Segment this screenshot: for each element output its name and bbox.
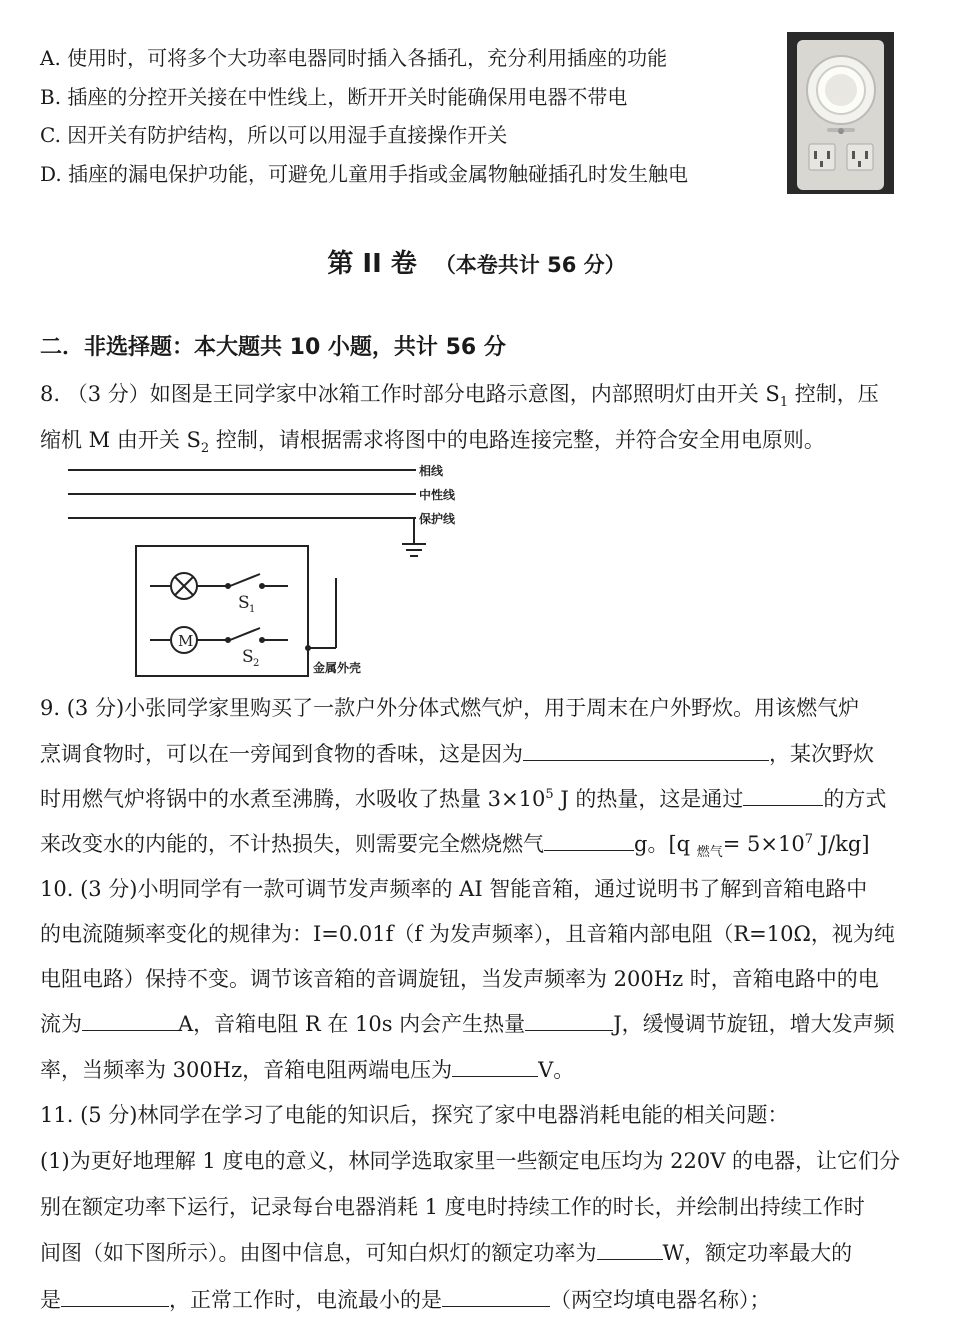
q9-line-3	[40, 783, 886, 813]
q9-text: J/kg]	[813, 832, 870, 856]
q9-sup: 5	[545, 787, 554, 802]
label-live: 相线	[419, 464, 444, 478]
label-shell: 金属外壳	[313, 661, 362, 675]
q11-line-1: 11. (5 分)林同学在学习了电能的知识后，探究了家中电器消耗电能的相关问题：	[40, 1103, 789, 1127]
q10-line-1: 10. (3 分)小明同学有一款可调节发声频率的 AI 智能音箱，通过说明书了解到音箱电路中	[40, 877, 868, 901]
q9-text: ，某次野炊	[769, 742, 874, 766]
label-s2-sub: 2	[253, 658, 260, 669]
q11-text: ，正常工作时，电流最小的是	[169, 1288, 442, 1312]
q8-line-2	[40, 424, 825, 456]
q10-text: J，缓慢调节旋钮，增大发声频	[613, 1012, 895, 1036]
switch-s2	[230, 628, 260, 640]
q9-line-2	[40, 738, 874, 768]
q9-sub: 燃气	[696, 845, 723, 861]
q9-text: 时用燃气炉将锅中的水煮至沸腾，水吸收了热量 3×10	[40, 787, 546, 811]
label-s1: S	[238, 593, 250, 613]
q9-text: g。[q	[634, 832, 697, 856]
fridge-box	[136, 546, 308, 676]
q11-text: （两空均填电器名称）；	[550, 1288, 771, 1312]
q11-line-3: 别在额定功率下运行，记录每台电器消耗 1 度电时持续工作的时长，并绘制出持续工作时	[40, 1195, 865, 1219]
q10-line-4	[40, 1008, 895, 1038]
volume-title-main: 第 II 卷	[327, 249, 417, 279]
q8-text: 控制，请根据需求将图中的电路连接完整，并符合安全用电原则。	[209, 428, 825, 452]
answer-blank[interactable]	[442, 1288, 550, 1307]
option-c: C. 因开关有防护结构，所以可以用湿手直接操作开关	[40, 123, 508, 147]
q9-text: 的方式	[823, 787, 887, 811]
q9-text: 烹调食物时，可以在一旁闻到食物的香味，这是因为	[40, 742, 523, 766]
label-neutral: 中性线	[419, 488, 456, 502]
volume-title	[0, 243, 953, 280]
answer-blank[interactable]	[743, 787, 823, 806]
q8-text: 8. （3 分）如图是王同学家中冰箱工作时部分电路示意图，内部照明灯由开关 S	[40, 382, 780, 406]
q8-sub: 1	[779, 395, 789, 411]
q9-text: = 5×10	[722, 832, 805, 856]
answer-blank[interactable]	[544, 832, 634, 851]
option-b: B. 插座的分控开关接在中性线上，断开开关时能确保用电器不带电	[40, 85, 628, 109]
q10-text: V。	[538, 1058, 575, 1082]
answer-blank[interactable]	[523, 742, 769, 761]
q9-sup: 7	[804, 832, 814, 847]
q11-text: W，额定功率最大的	[662, 1241, 853, 1265]
q9-line-4	[40, 828, 870, 860]
q11-line-2: (1)为更好地理解 1 度电的意义，林同学选取家里一些额定电压均为 220V 的电器，让它们分	[40, 1149, 901, 1173]
volume-title-note: （本卷共计 56 分）	[434, 253, 626, 277]
q9-line-1: 9. (3 分)小张同学家里购买了一款户外分体式燃气炉，用于周末在户外野炊。用该燃气炉	[40, 696, 860, 720]
q8-sub: 2	[200, 441, 210, 457]
q10-line-3: 电阻电路）保持不变。调节该音箱的音调旋钮，当发声频率为 200Hz 时，音箱电路中的电	[40, 967, 879, 991]
option-a: A. 使用时，可将多个大功率电器同时插入各插孔，充分利用插座的功能	[40, 46, 668, 70]
answer-blank[interactable]	[597, 1241, 663, 1260]
switch-s1	[230, 574, 260, 586]
q10-text: 流为	[40, 1012, 82, 1036]
q9-text: J 的热量，这是通过	[553, 787, 744, 811]
option-d: D. 插座的漏电保护功能，可避免儿童用手指或金属物触碰插孔时发生触电	[40, 162, 689, 186]
q10-text: A，音箱电阻 R 在 10s 内会产生热量	[178, 1012, 526, 1036]
socket-photo	[787, 32, 894, 194]
answer-blank[interactable]	[61, 1288, 169, 1307]
q8-text: 缩机 M 由开关 S	[40, 428, 201, 452]
q11-line-5	[40, 1284, 771, 1314]
q10-text: 率，当频率为 300Hz，音箱电阻两端电压为	[40, 1058, 453, 1082]
answer-blank[interactable]	[452, 1058, 538, 1077]
q9-text: 来改变水的内能的，不计热损失，则需要完全燃烧燃气	[40, 832, 544, 856]
q11-text: 间图（如下图所示）。由图中信息，可知白炽灯的额定功率为	[40, 1241, 597, 1265]
label-s2: S	[242, 647, 254, 667]
q10-line-5	[40, 1054, 574, 1084]
q11-line-4	[40, 1237, 852, 1267]
label-s1-sub: 1	[249, 604, 256, 615]
motor-label: M	[178, 632, 194, 650]
label-ground: 保护线	[419, 512, 456, 526]
section-heading: 二．非选择题：本大题共 10 小题，共计 56 分	[40, 335, 506, 360]
answer-blank[interactable]	[525, 1012, 613, 1031]
circuit-diagram	[60, 460, 480, 682]
q8-text: 控制，压	[788, 382, 879, 406]
q10-line-2: 的电流随频率变化的规律为：I=0.01f（f 为发声频率），且音箱内部电阻（R=10Ω，视为纯	[40, 922, 895, 946]
q8-line-1	[40, 378, 879, 410]
answer-blank[interactable]	[82, 1012, 178, 1031]
q11-text: 是	[40, 1288, 61, 1312]
